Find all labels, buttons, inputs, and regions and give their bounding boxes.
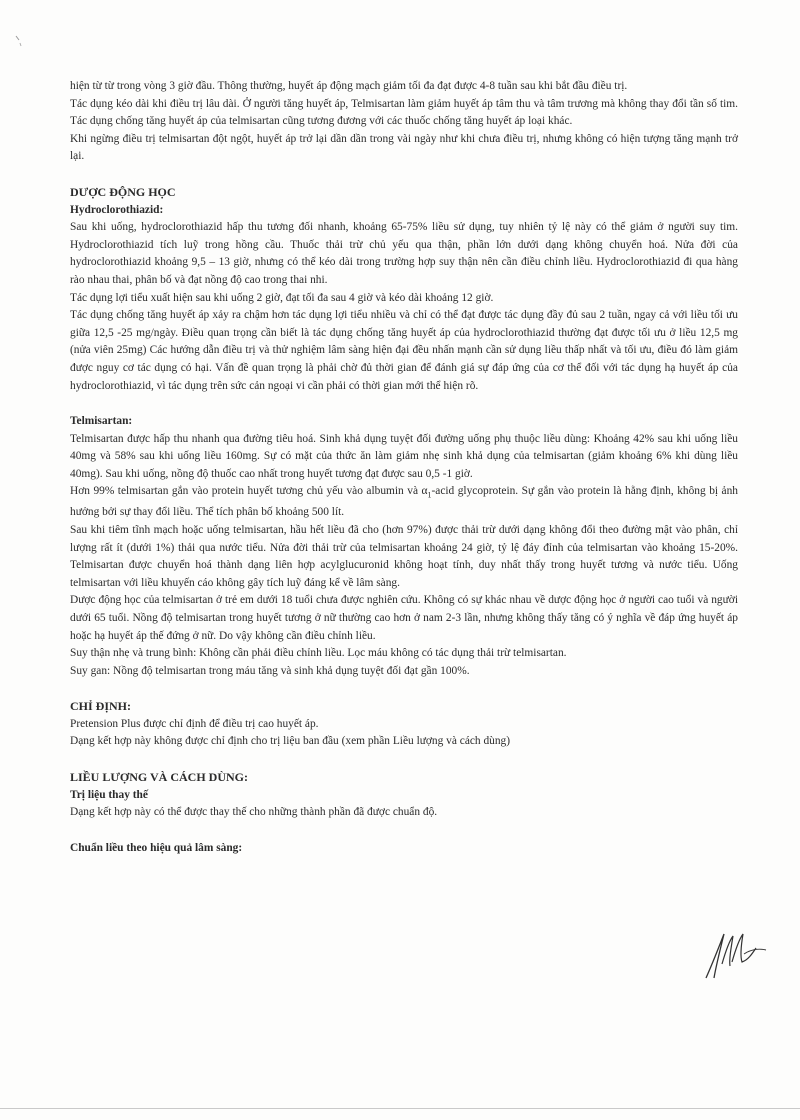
handwritten-signature <box>700 920 780 990</box>
substitution-therapy-paragraph: Dạng kết hợp này có thể được thay thế cho những thành phần đã được chuẩn độ. <box>70 806 438 819</box>
intro-paragraph-1: hiện từ từ trong vòng 3 giờ đầu. Thông thường, huyết áp động mạch giảm tối đa đạt được 4-8 tuần sau khi bắt đầu điều trị. <box>70 80 628 92</box>
alpha-subscript: 1 <box>427 490 432 500</box>
pharmacokinetics-heading: DƯỢC ĐỘNG HỌC <box>70 184 176 199</box>
indications-paragraph-2: Dạng kết hợp này không được chỉ định cho trị liệu ban đầu (xem phần Liều lượng và cách dùng) <box>70 735 511 748</box>
hydroclorothiazid-paragraph-1: Sau khi uống, hydroclorothiazid hấp thu tương đối nhanh, khoảng 65-75% liều sử dụng, tuy nhiên tỷ lệ này có thể giảm ở người suy tim. Hydroclorothiazid tích luỹ trong hồng cầu. Thuốc thải trừ chủ yếu qua thận, phần lớn dưới dạng không chuyển hoá. Nửa đời của hydroclorothiazid khoảng 9,5 – 13 giờ, nhưng có thể kéo dài trong trường hợp suy thận nên cần điều chỉnh liều. Hydroclorothiazid đi qua hàng rào nhau thai, phân bố và đạt nồng độ cao trong thai nhi. <box>70 221 738 286</box>
telmisartan-paragraph-1: Telmisartan được hấp thu nhanh qua đường tiêu hoá. Sinh khả dụng tuyệt đối đường uống phụ thuộc liều dùng: Khoảng 42% sau khi uống liều 40mg và 58% sau khi uống liều 160mg. Sự có mặt của thức ăn làm giảm nhẹ sinh khả dụng của telmisartan (giảm khoảng 6% khi dùng liều 40mg). Sau khi uống, nồng độ thuốc cao nhất trong huyết tương đạt được sau 0,5 -1 giờ. <box>70 432 738 480</box>
telmisartan-paragraph-2-part-a: Hơn 99% telmisartan gắn vào protein huyết tương chủ yếu vào albumin và α <box>70 485 428 498</box>
telmisartan-paragraph-2-part-b: -acid glycoprotein. Sự gắn vào protein là hằng định, không bị ảnh hưởng bởi sự thay đổi liều. Thể tích phân bố khoảng 500 lít. <box>70 485 738 519</box>
telmisartan-paragraph-5: Suy thận nhẹ và trung bình: Không cần phải điều chỉnh liều. Lọc máu không có tác dụng thải trừ telmisartan. <box>70 647 567 660</box>
telmisartan-paragraph-6: Suy gan: Nồng độ telmisartan trong máu tăng và sinh khả dụng tuyệt đối đạt gần 100%. <box>70 664 470 677</box>
hydroclorothiazid-paragraph-2: Tác dụng lợi tiểu xuất hiện sau khi uống 2 giờ, đạt tối đa sau 4 giờ và kéo dài khoảng 12 giờ. <box>70 291 494 304</box>
substitution-therapy-heading: Trị liệu thay thế <box>70 788 148 801</box>
clinical-titration-heading: Chuẩn liều theo hiệu quả lâm sàng: <box>70 841 243 854</box>
telmisartan-paragraph-4: Dược động học của telmisartan ở trẻ em dưới 18 tuổi chưa được nghiên cứu. Không có sự khác nhau về dược động học ở người cao tuổi và người dưới 65 tuổi. Nồng độ telmisartan trong huyết tương ở nữ thường cao hơn ở nam 2-3 lần, nhưng không thấy tăng có ý nghĩa về đáp ứng huyết áp hoặc hạ huyết áp thế đứng ở nữ. Do vậy không cần điều chỉnh liều. <box>70 594 738 642</box>
intro-paragraph-3: Khi ngừng điều trị telmisartan đột ngột, huyết áp trở lại dần dần trong vài ngày như khi chưa điều trị, nhưng không có hiện tượng tăng mạnh trở lại. <box>70 132 738 163</box>
telmisartan-heading: Telmisartan: <box>70 415 133 428</box>
page-bottom-border <box>0 1108 800 1109</box>
dosage-heading: LIỀU LƯỢNG VÀ CÁCH DÙNG: <box>70 770 249 785</box>
document-page <box>70 78 738 857</box>
telmisartan-paragraph-2 <box>70 483 738 521</box>
intro-paragraph-2: Tác dụng kéo dài khi điều trị lâu dài. Ở người tăng huyết áp, Telmisartan làm giảm huyết áp tâm thu và tâm trương mà không thay đổi tần số tim. Tác dụng chống tăng huyết áp của telmisartan cũng tương đương với các thuốc chống tăng huyết áp loại khác. <box>70 97 738 128</box>
indications-paragraph-1: Pretension Plus được chỉ định để điều trị cao huyết áp. <box>70 717 319 730</box>
hydroclorothiazid-paragraph-3: Tác dụng chống tăng huyết áp xảy ra chậm hơn tác dụng lợi tiểu nhiều và chỉ có thể đạt được tác dụng đầy đủ sau 2 tuần, ngay cả với liều tối ưu giữa 12,5 -25 mg/ngày. Điều quan trọng cần biết là tác dụng chống tăng huyết áp của hydroclorothiazid thường đạt được tối ưu ở liều 12,5 mg (nửa viên 25mg) Các hướng dẫn điều trị và thử nghiệm lâm sàng hiện đại đều nhấn mạnh cần sử dụng liều thấp nhất và tối ưu, điều đó làm giảm được nguy cơ tác dụng có hại. Vấn đề quan trọng là phải chờ đủ thời gian để đánh giá sự đáp ứng của cơ thể đối với tác dụng hạ huyết áp của hydroclorothiazid, vì tác dụng trên sức cản ngoại vi cần phải có thời gian mới thể hiện rõ. <box>70 309 738 392</box>
indications-heading: CHỈ ĐỊNH: <box>70 699 132 714</box>
hydroclorothiazid-heading: Hydroclorothiazid: <box>70 203 164 216</box>
scan-mark <box>14 34 28 54</box>
telmisartan-paragraph-3: Sau khi tiêm tĩnh mạch hoặc uống telmisartan, hầu hết liều đã cho (hơn 97%) được thải trừ dưới dạng không đổi theo đường mật vào phân, chỉ lượng rất ít (dưới 1%) thải qua nước tiểu. Nửa đời thải trừ của telmisartan khoảng 24 giờ, tỷ lệ đáy đỉnh của telmisartan vào khoảng 15-20%. Telmisartan được chuyển hoá thành dạng liên hợp acylglucuronid không hoạt tính, duy nhất thấy trong huyết tương và nước tiểu. Uống telmisartan với liều khuyến cáo không gây tích luỹ đáng kể về lâm sàng. <box>70 523 738 589</box>
